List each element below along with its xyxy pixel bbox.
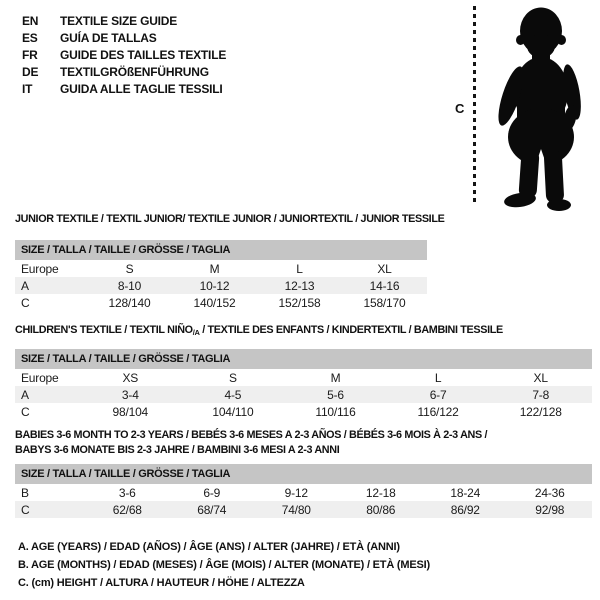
junior-size-table — [15, 240, 427, 311]
title-rest: / TEXTILE DES ENFANTS / KINDERTEXTIL / BAMBINI TESSILE — [199, 324, 503, 336]
size-cell: 158/170 — [363, 295, 406, 310]
row-label: A — [21, 387, 29, 402]
legend-footnotes — [18, 538, 430, 592]
size-cell: 5-6 — [327, 387, 344, 402]
size-cell: 152/158 — [278, 295, 321, 310]
title-main: CHILDREN'S TEXTILE / TEXTIL NIÑO — [15, 324, 193, 336]
size-header-band: SIZE / TALLA / TAILLE / GRÖSSE / TAGLIA — [15, 464, 592, 484]
childrens-size-table — [15, 349, 592, 420]
guide-title: GUIDE DES TAILLES TEXTILE — [60, 48, 227, 62]
row-label: Europe — [21, 370, 59, 385]
babies-table-title-line1: BABIES 3-6 MONTH TO 2-3 YEARS / BEBÉS 3-6 MESES A 2-3 AÑOS / BÉBÉS 3-6 MOIS À 2-3 ANS / — [15, 429, 488, 441]
table-row — [15, 260, 427, 277]
size-cell: 92/98 — [535, 502, 565, 517]
height-dashed-line — [473, 6, 476, 206]
row-label: A — [21, 278, 29, 293]
language-code: DE — [22, 65, 39, 79]
size-cell: 116/122 — [417, 404, 459, 419]
size-cell: 80/86 — [366, 502, 396, 517]
row-label: B — [21, 485, 29, 500]
junior-table-title: JUNIOR TEXTILE / TEXTIL JUNIOR/ TEXTILE JUNIOR / JUNIORTEXTIL / JUNIOR TESSILE — [15, 213, 445, 225]
guide-title: GUÍA DE TALLAS — [60, 31, 157, 45]
size-cell: 110/116 — [315, 404, 356, 419]
table-row — [15, 403, 592, 420]
footnote-age-years: A. AGE (YEARS) / EDAD (AÑOS) / ÂGE (ANS) / ALTER (JAHRE) / ETÀ (ANNI) — [18, 541, 400, 553]
size-cell: 128/140 — [108, 295, 151, 310]
size-cell: 24-36 — [534, 485, 565, 500]
language-code: EN — [22, 14, 39, 28]
babies-textile-section — [15, 428, 592, 518]
size-cell: 6-7 — [429, 387, 447, 402]
size-cell: 12-13 — [284, 278, 315, 293]
size-cell: 68/74 — [197, 502, 227, 517]
table-row — [15, 501, 592, 518]
language-code: FR — [22, 48, 38, 62]
size-cell: 98/104 — [112, 404, 149, 419]
size-cell: 74/80 — [281, 502, 311, 517]
table-row — [15, 484, 592, 501]
title-subscript: /A — [192, 328, 200, 337]
height-measure-label: C — [455, 101, 465, 116]
size-cell: 10-12 — [199, 278, 230, 293]
table-row — [15, 369, 592, 386]
size-cell: 8-10 — [117, 278, 142, 293]
size-cell: XL — [377, 261, 392, 276]
size-cell: S — [228, 370, 237, 385]
table-row — [15, 386, 592, 403]
toddler-silhouette-icon — [484, 4, 598, 212]
babies-size-table — [15, 464, 592, 518]
guide-title: TEXTILGRÖßENFÜHRUNG — [60, 65, 209, 79]
size-cell: 86/92 — [450, 502, 480, 517]
size-cell: 18-24 — [450, 485, 481, 500]
junior-textile-section — [15, 212, 445, 311]
size-cell: 4-5 — [224, 387, 242, 402]
size-cell: M — [209, 261, 220, 276]
table-row — [15, 294, 427, 311]
size-header-band: SIZE / TALLA / TAILLE / GRÖSSE / TAGLIA — [15, 349, 592, 369]
size-cell: 7-8 — [532, 387, 550, 402]
size-header-band: SIZE / TALLA / TAILLE / GRÖSSE / TAGLIA — [15, 240, 427, 260]
table-row — [15, 277, 427, 294]
babies-table-title-line2: BABYS 3-6 MONATE BIS 2-3 JAHRE / BAMBINI 3-6 MESI A 2-3 ANNI — [15, 444, 340, 456]
childrens-textile-section — [15, 323, 592, 420]
size-cell: 14-16 — [369, 278, 400, 293]
size-cell: 3-4 — [121, 387, 139, 402]
language-code: IT — [22, 82, 33, 96]
row-label: C — [21, 404, 30, 419]
guide-title: TEXTILE SIZE GUIDE — [60, 14, 178, 28]
guide-title: GUIDA ALLE TAGLIE TESSILI — [60, 82, 223, 96]
row-label: Europe — [21, 261, 59, 276]
size-cell: 104/110 — [212, 404, 254, 419]
footnote-age-months: B. AGE (MONTHS) / EDAD (MESES) / ÂGE (MOIS) / ALTER (MONATE) / ETÀ (MESI) — [18, 559, 430, 571]
language-code: ES — [22, 31, 38, 45]
row-label: C — [21, 295, 30, 310]
size-cell: 62/68 — [112, 502, 142, 517]
size-cell: XL — [533, 370, 548, 385]
size-cell: 3-6 — [118, 485, 136, 500]
footnote-height-cm: C. (cm) HEIGHT / ALTURA / HAUTEUR / HÖHE / ALTEZZA — [18, 577, 305, 589]
size-cell: 12-18 — [365, 485, 396, 500]
child-height-figure — [0, 0, 600, 215]
size-cell: L — [434, 370, 442, 385]
size-cell: XS — [122, 370, 139, 385]
size-cell: 6-9 — [203, 485, 221, 500]
row-label: C — [21, 502, 30, 517]
size-cell: S — [125, 261, 134, 276]
size-cell: M — [330, 370, 341, 385]
size-cell: 9-12 — [284, 485, 308, 500]
size-cell: 122/128 — [519, 404, 562, 419]
size-cell: L — [296, 261, 303, 276]
size-cell: 140/152 — [193, 295, 236, 310]
childrens-table-title — [15, 323, 592, 340]
